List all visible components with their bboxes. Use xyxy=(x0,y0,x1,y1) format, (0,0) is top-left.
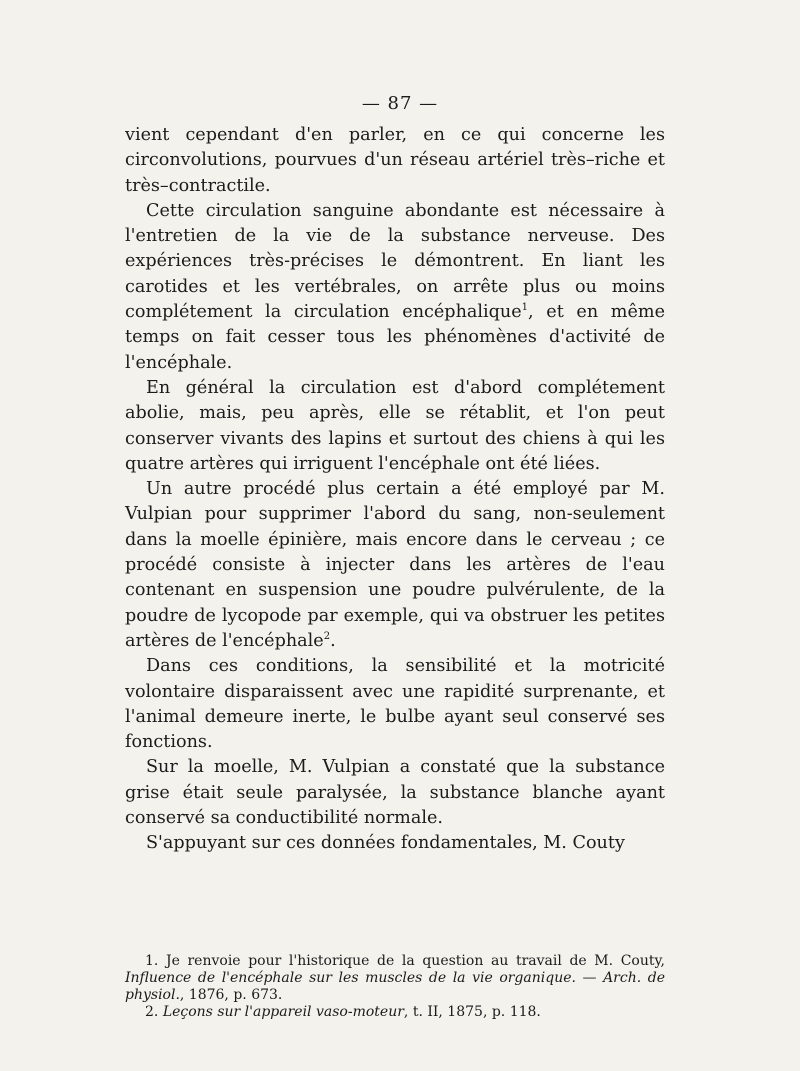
footnote xyxy=(125,953,665,1004)
paragraph xyxy=(125,654,665,755)
paragraph xyxy=(125,123,665,199)
paragraph xyxy=(125,199,665,376)
paragraph-text-continued: , et en même temps on fait cesser tous les phénomènes d'activité de l'encéphale. xyxy=(125,302,665,373)
paragraph xyxy=(125,376,665,477)
page-number: — 87 — xyxy=(361,93,439,114)
paragraph xyxy=(125,831,665,856)
paragraph-text: S'appuyant sur ces données fondamentales, M. Couty xyxy=(146,833,625,854)
footnote-citation: Leçons sur l'appareil vaso-moteur xyxy=(162,1004,404,1020)
paragraph-text: Cette circulation sanguine abondante est nécessaire à l'entretien de la vie de la substance nerveuse. Des expériences très-précises le démontrent. En liant les carotides et les vertébrales, on arrête plus ou moins complétement la circulation encéphalique xyxy=(125,200,665,323)
footnote-ref: 1 xyxy=(521,302,529,314)
paragraph xyxy=(125,755,665,831)
footnote-lead: 1. Je renvoie pour l'historique de la question au travail de M. Couty, xyxy=(145,953,665,969)
body-text xyxy=(125,123,665,857)
footnote-citation: Influence de l'encéphale sur les muscles de la vie organique. — Arch. de physiol. xyxy=(125,970,665,1003)
paragraph-text: Un autre procédé plus certain a été employé par M. Vulpian pour supprimer l'abord du sang, non-seulement dans la moelle épinière, mais encore dans le cerveau ; ce procédé consiste à injecter dans les artères de l'eau contenant en suspension une poudre pulvérulente, de la poudre de lycopode par exemple, qui va obstruer les petites artères de l'encéphale xyxy=(125,479,665,651)
paragraph-text: Dans ces conditions, la sensibilité et la motricité volontaire disparaissent avec une rapidité surprenante, et l'animal demeure inerte, le bulbe ayant seul conservé ses fonctions. xyxy=(125,656,665,753)
footnotes xyxy=(125,953,665,1021)
footnote-tail: , 1876, p. 673. xyxy=(179,987,283,1003)
paragraph-text: En général la circulation est d'abord complétement abolie, mais, peu après, elle se rétablit, et l'on peut conserver vivants des lapins et surtout des chiens à qui les quatre artères qui irriguent l'encéphale ont été liées. xyxy=(125,377,665,474)
footnote-lead: 2. xyxy=(145,1004,163,1020)
paragraph xyxy=(125,477,665,654)
paragraph-text-continued: . xyxy=(330,630,336,651)
paragraph-text: Sur la moelle, M. Vulpian a constaté que la substance grise était seule paralysée, la substance blanche ayant conservé sa conductibilité normale. xyxy=(125,757,665,829)
paragraph-text: vient cependant d'en parler, en ce qui concerne les circonvolutions, pourvues d'un réseau artériel très–riche et très–contractile. xyxy=(125,125,665,196)
footnote-ref: 2 xyxy=(323,631,331,643)
footnote xyxy=(125,1004,665,1021)
footnote-tail: , t. II, 1875, p. 118. xyxy=(403,1004,541,1020)
